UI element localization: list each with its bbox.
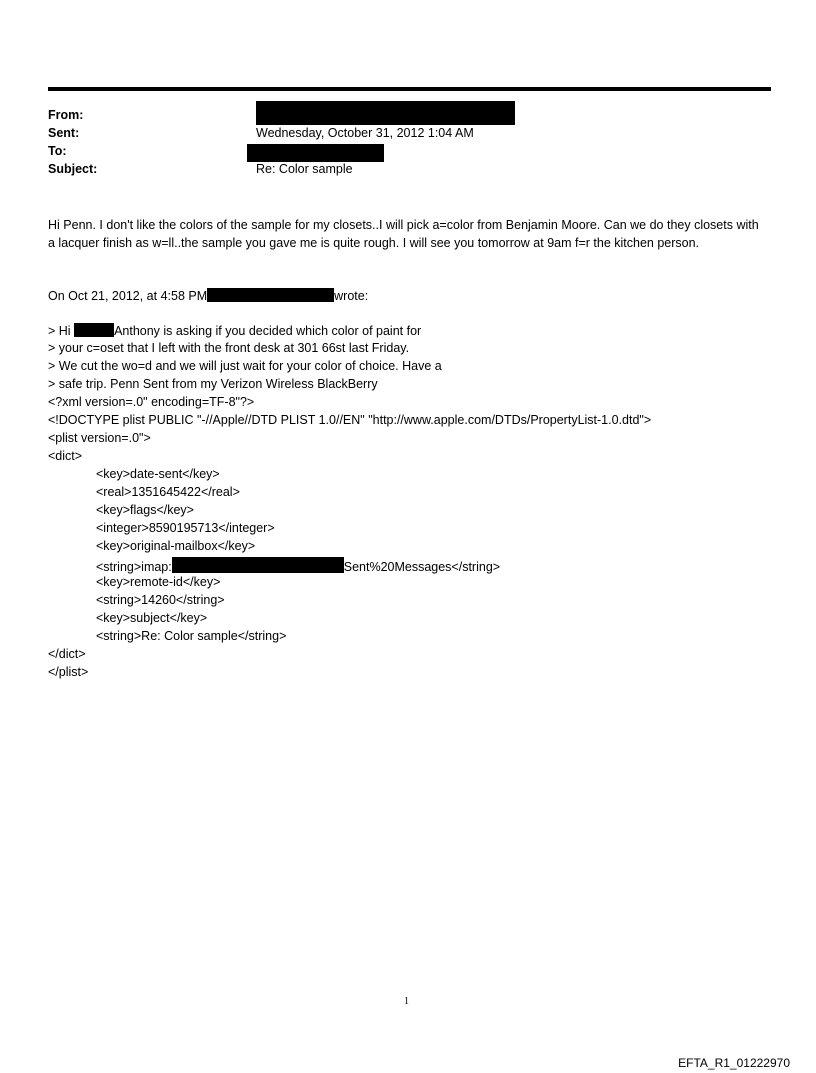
message-paragraph: Hi Penn. I don't like the colors of the sample for my closets..I will pick a=color from Benjamin Moore. Can we do they closets with a lacquer finish as w=ll..the sample you gave me is quite rough. I will see you tomorrow at 9am f=r the kitchen person.	[48, 218, 759, 250]
dict-line-9: <key>subject</key>	[96, 611, 208, 625]
mailbox-redaction	[172, 557, 344, 573]
quote-line-2: > your c=oset that I left with the front desk at 301 66st last Friday.	[48, 341, 410, 355]
xml-line-4: <dict>	[48, 449, 83, 463]
dict-line-7: <key>remote-id</key>	[96, 575, 221, 589]
quote-line-4: > safe trip. Penn Sent from my Verizon Wireless BlackBerry	[48, 377, 378, 391]
top-rule	[48, 87, 771, 91]
xml-line-5: </dict>	[48, 647, 86, 661]
quote-intro	[48, 288, 368, 303]
xml-line-1: <?xml version=.0" encoding=TF-8"?>	[48, 395, 255, 409]
from-redaction	[256, 101, 515, 125]
dict-line-8: <string>14260</string>	[96, 593, 225, 607]
subject-label: Subject:	[48, 162, 98, 176]
sent-label: Sent:	[48, 126, 80, 140]
quote-line-3: > We cut the wo=d and we will just wait for your color of choice. Have a	[48, 359, 442, 373]
dict-line-2: <real>1351645422</real>	[96, 485, 240, 499]
document-id: EFTA_R1_01222970	[678, 1056, 790, 1070]
dict-line-6	[96, 557, 500, 574]
xml-line-2: <!DOCTYPE plist PUBLIC "-//Apple//DTD PLIST 1.0//EN" "http://www.apple.com/DTDs/PropertyList-1.0.dtd">	[48, 413, 652, 427]
dict-line-3: <key>flags</key>	[96, 503, 194, 517]
sent-value: Wednesday, October 31, 2012 1:04 AM	[256, 126, 474, 140]
dict-line-1: <key>date-sent</key>	[96, 467, 220, 481]
quote-line-1	[48, 323, 421, 338]
from-label: From:	[48, 108, 84, 122]
dict-line-5: <key>original-mailbox</key>	[96, 539, 256, 553]
dict-line-6-after: Sent%20Messages</string>	[343, 560, 501, 574]
xml-line-6: </plist>	[48, 665, 89, 679]
quote-line-1-before: > Hi	[48, 324, 75, 338]
dict-line-4: <integer>8590195713</integer>	[96, 521, 275, 535]
sender-redaction	[207, 288, 334, 302]
quote-intro-before: On Oct 21, 2012, at 4:58 PM	[48, 289, 208, 303]
to-redaction	[247, 144, 384, 162]
quote-line-1-after: Anthony is asking if you decided which color of paint for	[114, 324, 422, 338]
dict-line-10: <string>Re: Color sample</string>	[96, 629, 287, 643]
name-redaction	[74, 323, 114, 337]
xml-line-3: <plist version=.0">	[48, 431, 151, 445]
page-number: 1	[404, 996, 409, 1007]
quote-intro-after: wrote:	[334, 289, 369, 303]
dict-line-6-before: <string>imap:	[96, 560, 172, 574]
to-label: To:	[48, 144, 67, 158]
subject-value: Re: Color sample	[256, 162, 353, 176]
